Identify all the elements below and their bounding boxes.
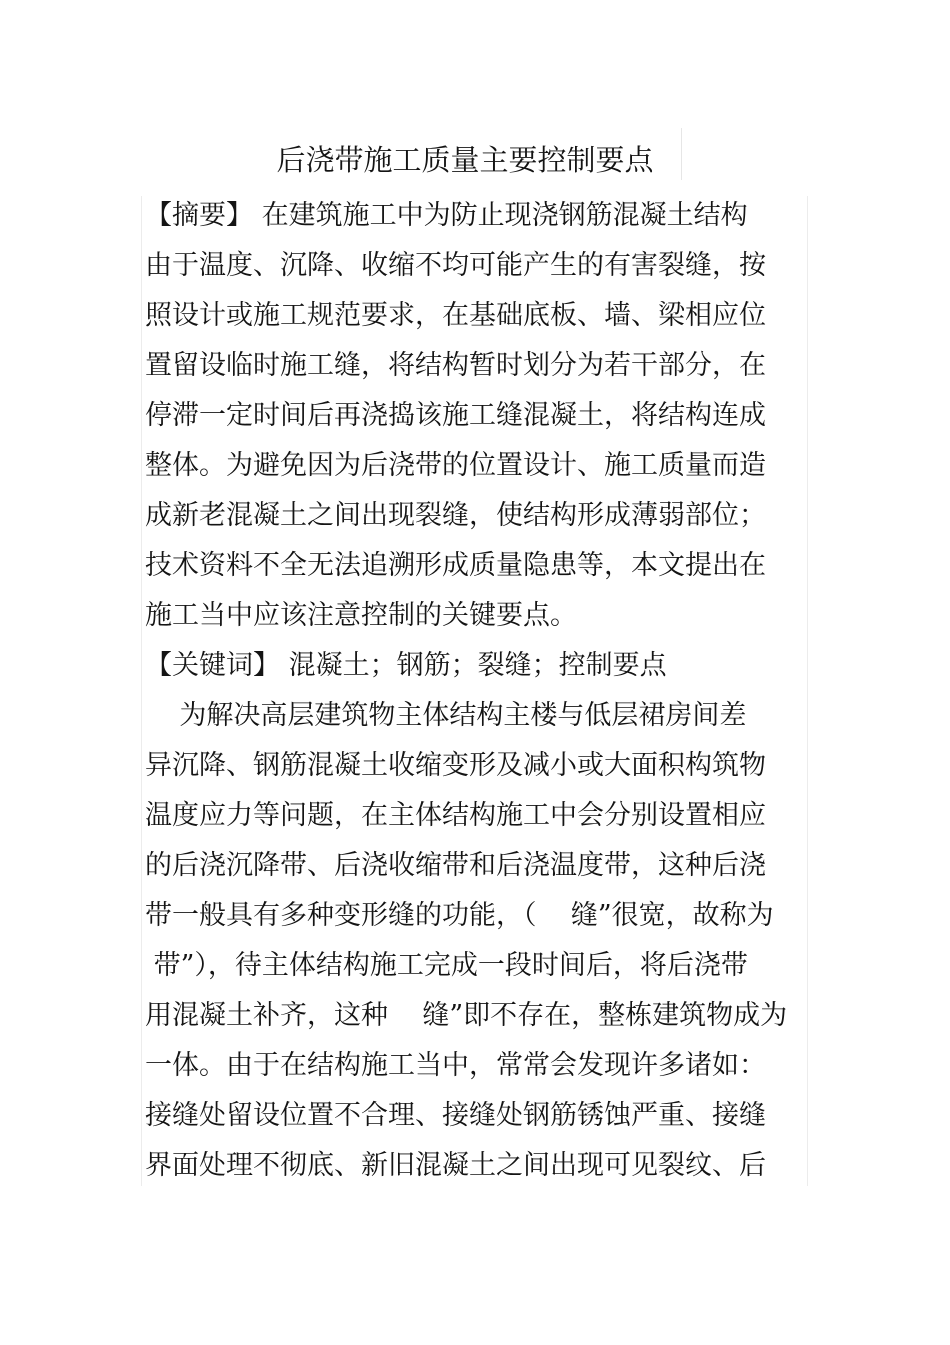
body-line: 接缝处留设位置不合理、接缝处钢筋锈蚀严重、接缝: [145, 1100, 766, 1131]
abstract-line: 施工当中应该注意控制的关键要点。: [145, 600, 577, 631]
right-margin-line: [807, 196, 808, 1186]
body-line: 带”），待主体结构施工完成一段时间后，将后浇带: [145, 950, 748, 981]
body-line: 界面处理不彻底、新旧混凝土之间出现可见裂纹、后: [145, 1150, 766, 1181]
abstract-line: 由于温度、沉降、收缩不均可能产生的有害裂缝，按: [145, 250, 766, 281]
abstract-line: 停滞一定时间后再浇捣该施工缝混凝土，将结构连成: [145, 400, 766, 431]
body-line: 一体。由于在结构施工当中，常常会发现许多诸如：: [145, 1050, 766, 1081]
abstract-line: 成新老混凝土之间出现裂缝，使结构形成薄弱部位；: [145, 500, 766, 531]
body-line: 带一般具有多种变形缝的功能，（ 缝”很宽，故称为: [145, 900, 774, 931]
left-margin-line: [141, 196, 142, 1186]
abstract-line: 【摘要】 在建筑施工中为防止现浇钢筋混凝土结构: [145, 200, 748, 231]
document-title: 后浇带施工质量主要控制要点: [276, 143, 654, 177]
abstract-line: 置留设临时施工缝，将结构暂时划分为若干部分，在: [145, 350, 766, 381]
abstract-line: 技术资料不全无法追溯形成质量隐患等，本文提出在: [145, 550, 766, 581]
abstract-line: 照设计或施工规范要求，在基础底板、墙、梁相应位: [145, 300, 766, 331]
body-line: 用混凝土补齐，这种 缝”即不存在，整栋建筑物成为: [145, 1000, 788, 1031]
body-line: 的后浇沉降带、后浇收缩带和后浇温度带，这种后浇: [145, 850, 766, 881]
keywords-line: 【关键词】 混凝土；钢筋；裂缝；控制要点: [145, 650, 667, 681]
abstract-line: 整体。为避免因为后浇带的位置设计、施工质量而造: [145, 450, 766, 481]
body-line: 温度应力等问题，在主体结构施工中会分别设置相应: [145, 800, 766, 831]
body-line: 异沉降、钢筋混凝土收缩变形及减小或大面积构筑物: [145, 750, 766, 781]
body-line: 为解决高层建筑物主体结构主楼与低层裙房间差: [145, 700, 747, 731]
